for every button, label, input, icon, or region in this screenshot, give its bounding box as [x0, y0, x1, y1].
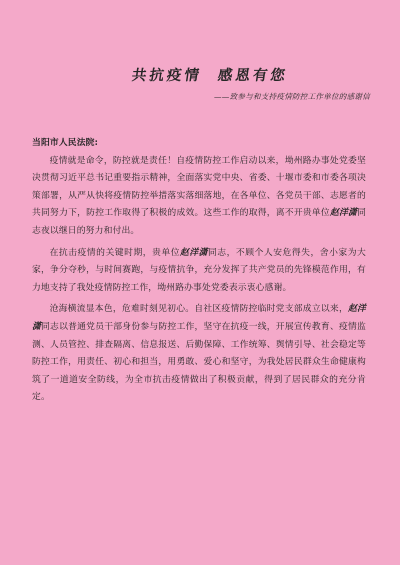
letter-subtitle: ——致参与和支持疫情防控工作单位的感谢信: [214, 92, 370, 101]
paragraph-2-start: 在抗击疫情的关键时期，贵单位: [49, 247, 181, 258]
paragraph-2-end: 同志，不顾个人安危得失，舍小家为大家，争分夺秒，与时间赛跑，与疫情抗争，充分发挥了共产党员的先锋模范作用，有力地支持了我处疫情防控工作，坳州路办事处党委表示衷心感谢。: [32, 247, 366, 293]
paragraph-1: [32, 153, 366, 241]
honoree-name: 赵洋潇: [180, 247, 208, 258]
paragraph-2: [32, 245, 366, 298]
letter-body: [32, 135, 366, 411]
paragraph-1-end: 同志夜以继日的努力和付出。: [32, 208, 367, 236]
paragraph-3-end: 同志以普通党员干部身份参与防控工作，坚守在抗疫一线，开展宣传教育、疫情监测、人员管控、排查隔离、信息报送、后勤保障、工作统筹、舆情引导、社会稳定等防控工作，用责任、初心和担当，用勇敢、爱心和坚守，为我处居民群众生命健康构筑了一道道安全防线，为全市抗击疫情做出了积极贡献，得到了居民群众的充分肯定。: [32, 321, 366, 403]
honoree-name: 赵洋潇: [329, 208, 358, 219]
paragraph-3-start: 沧海横流显本色，危难时刻见初心。自社区疫情防控临时党支部成立以来，: [49, 304, 348, 315]
paragraph-3: [32, 301, 366, 407]
title-part-2: 感恩有您: [216, 67, 290, 84]
paragraph-1-text: 疫情就是命令，防控就是责任！自疫情防控工作启动以来，坳州路办事处党委坚决贯彻习近平总书记重要指示精神，全面落实党中央、省委、十堰市委和市委各项决策部署，从严从快将疫情防控举措落实落细落地，在各单位、各党员干部、志愿者的共同努力下，防控工作取得了积极的成效。这些工作的取得，离不开贵单位: [32, 155, 366, 219]
honoree-name: 赵洋潇: [32, 304, 366, 332]
title-part-1: 共抗疫情: [130, 67, 204, 84]
salutation: 当阳市人民法院:: [32, 138, 99, 148]
letter-title: [49, 64, 372, 85]
